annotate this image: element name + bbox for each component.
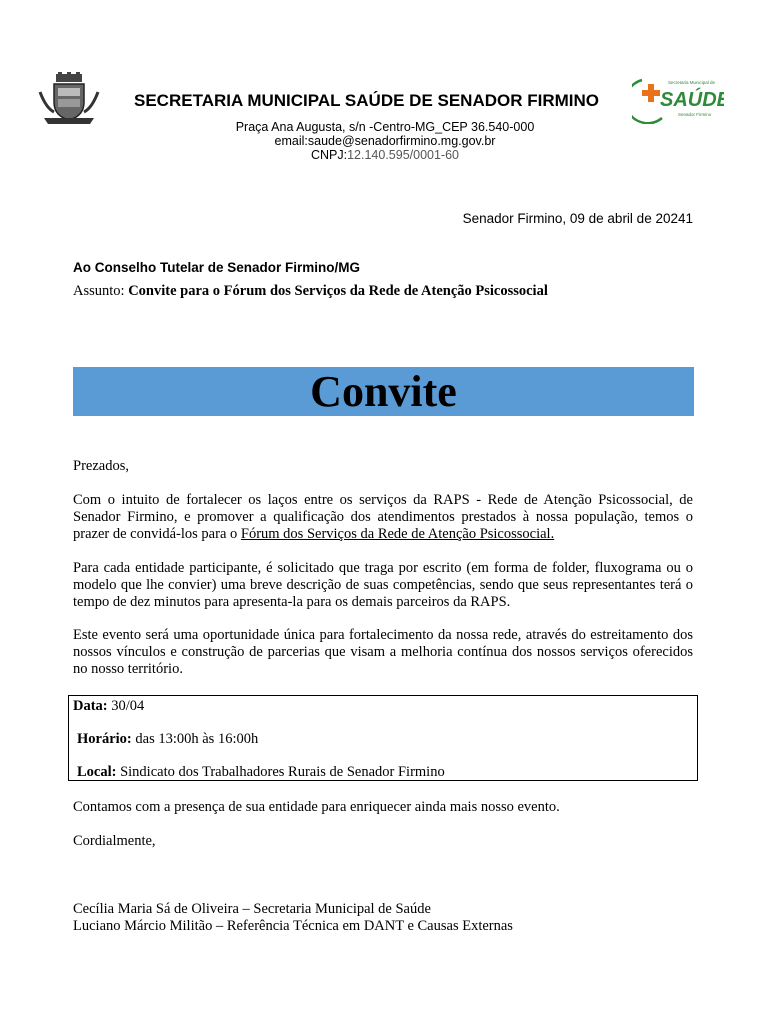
saude-logo: [632, 74, 724, 124]
municipal-coat-of-arms-icon: [36, 72, 102, 126]
signature-line-2: Luciano Márcio Militão – Referência Técnica em DANT e Causas Externas: [73, 918, 513, 934]
cnpj-label: CNPJ:: [310, 148, 348, 162]
event-place-row: [77, 764, 445, 781]
event-place-label: Local:: [77, 764, 117, 780]
date-line: Senador Firmino, 09 de abril de 20241: [462, 211, 693, 226]
paragraph-request: Para cada entidade participante, é solicitado que traga por escrito (em forma de folder, fluxograma ou o modelo que lhe convier) uma breve descrição de suas competências, sendo que seus representantes terá o tempo de dez minutos para apresenta-la para os demais parceiros da RAPS.: [73, 560, 693, 610]
address-line: Praça Ana Augusta, s/n -Centro-MG_CEP 36.540-000: [235, 120, 535, 134]
paragraph-opportunity: Este evento será uma oportunidade única para fortalecimento da nossa rede, através do estreitamento dos nossos vínculos e construção de parcerias que visam a melhoria contínua dos nossos serviços oferecidos no nosso território.: [73, 627, 693, 677]
invitation-banner: [73, 367, 694, 416]
regards: Cordialmente,: [73, 833, 156, 849]
closing-sentence: Contamos com a presença de sua entidade para enriquecer ainda mais nosso evento.: [73, 799, 560, 815]
event-time-row: [77, 731, 258, 748]
signature-line-1: Cecília Maria Sá de Oliveira – Secretaria Municipal de Saúde: [73, 901, 431, 917]
event-date-label: Data:: [73, 698, 108, 714]
event-time-value: das 13:00h às 16:00h: [131, 731, 259, 747]
logo-top-text: Secretaria Municipal de: [668, 80, 716, 85]
event-details-box: [68, 695, 698, 781]
page-title: SECRETARIA MUNICIPAL SAÚDE DE SENADOR FIRMINO: [134, 91, 600, 110]
cnpj-line: [200, 148, 570, 162]
logo-main-text: SAÚDE: [660, 89, 724, 111]
cnpj-value: 12.140.595/0001-60: [347, 148, 460, 162]
subject-label: Assunto:: [73, 283, 125, 299]
forum-name-underlined: Fórum dos Serviços da Rede de Atenção Psicossocial.: [240, 526, 555, 542]
event-date-row: [73, 698, 144, 715]
event-place-value: Sindicato dos Trabalhadores Rurais de Senador Firmino: [116, 764, 445, 780]
paragraph-intro-text: Com o intuito de fortalecer os laços entre os serviços da RAPS - Rede de Atenção Psicossocial, de Senador Firmino, e promover a qualificação dos atendimentos prestados à nossa população, temos o prazer de convidá-los para o: [73, 492, 693, 542]
header-address-block: [200, 120, 570, 162]
recipient-line: Ao Conselho Tutelar de Senador Firmino/MG: [73, 260, 361, 275]
greeting: Prezados,: [73, 458, 129, 474]
paragraph-intro: [73, 492, 693, 543]
logo-bottom-text: Senador Firmino: [678, 112, 712, 117]
email-line: email:saude@senadorfirmino.mg.gov.br: [274, 134, 496, 148]
banner-title: Convite: [310, 366, 457, 416]
subject-text: Convite para o Fórum dos Serviços da Rede de Atenção Psicossocial: [128, 283, 548, 299]
event-time-label: Horário:: [77, 731, 132, 747]
subject-line: [73, 283, 548, 300]
event-date-value: 30/04: [107, 698, 145, 714]
